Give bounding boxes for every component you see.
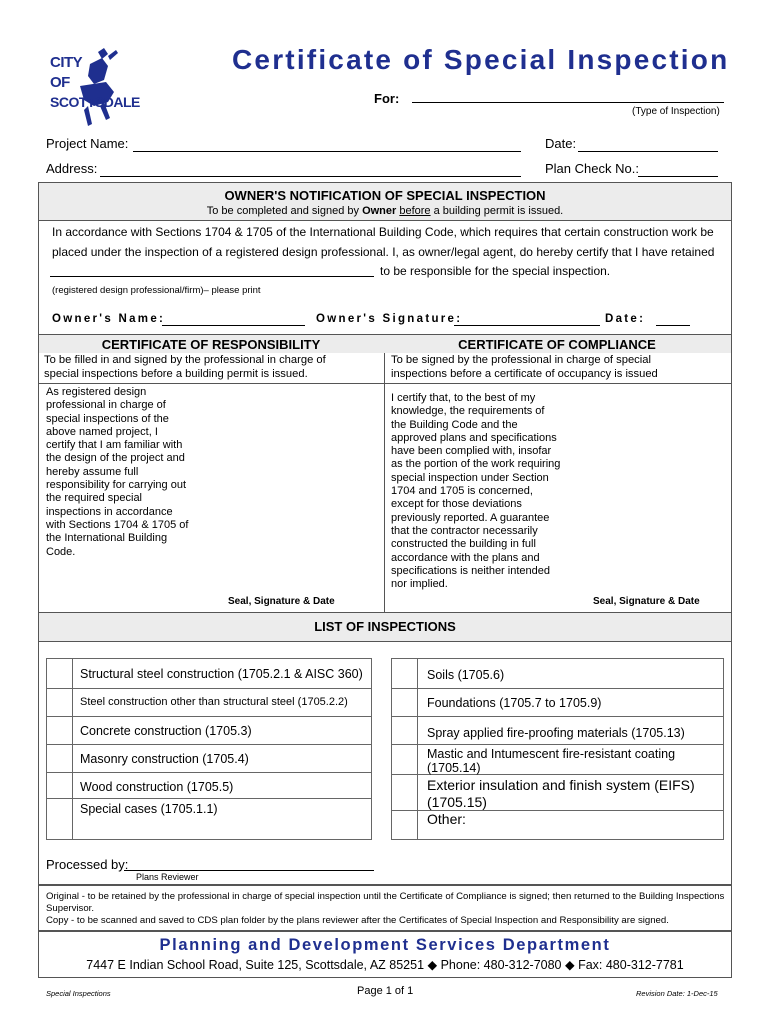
checkbox-soils[interactable]	[392, 659, 417, 688]
checkbox-other[interactable]	[392, 811, 417, 838]
compliance-sub2: inspections before a certificate of occupancy is issued	[391, 368, 658, 380]
checkbox-wood[interactable]	[47, 773, 72, 798]
right-row-divider	[391, 688, 724, 689]
responsibility-sub2: special inspections before a building permit is issued.	[44, 368, 308, 380]
city-logo	[50, 46, 140, 140]
design-professional-note: (registered design professional/firm)– please print	[52, 285, 261, 296]
inspection-item: Spray applied fire-proofing materials (1705.13)	[427, 726, 685, 740]
owners-signature-field[interactable]	[454, 325, 600, 326]
compliance-line: special inspection under Section	[391, 471, 549, 484]
compliance-line: accordance with the plans and	[391, 551, 540, 564]
responsibility-line: inspections in accordance	[46, 505, 173, 518]
certificates-divider	[384, 334, 385, 614]
owner-date-field[interactable]	[656, 325, 690, 326]
compliance-line: except for those deviations	[391, 498, 522, 511]
responsibility-seal-label[interactable]: Seal, Signature & Date	[228, 596, 335, 607]
project-name-label: Project Name:	[46, 136, 129, 151]
checkbox-steel-other[interactable]	[47, 689, 72, 716]
owner-heading: OWNER'S NOTIFICATION OF SPECIAL INSPECTION	[224, 188, 546, 203]
compliance-line: as the portion of the work requiring	[391, 458, 561, 471]
left-row-divider	[46, 744, 372, 745]
compliance-line: approved plans and specifications	[391, 431, 557, 444]
responsibility-line: the International Building	[46, 532, 168, 545]
inspection-item: Foundations (1705.7 to 1705.9)	[427, 696, 602, 710]
owners-signature-label: Owner's Signature:	[316, 313, 463, 325]
checkbox-spray-fireproofing[interactable]	[392, 717, 417, 744]
responsibility-line: with Sections 1704 & 1705 of	[46, 518, 189, 531]
inspection-item-other[interactable]: Other:	[427, 811, 466, 827]
compliance-heading: CERTIFICATE OF COMPLIANCE	[458, 337, 656, 352]
routing-note-original: Original - to be retained by the professional in charge of special inspection until the Certificate of Compliance is signed; then returned to the Building Inspections	[46, 891, 725, 902]
compliance-line: I certify that, to the best of my	[391, 392, 536, 404]
compliance-line: constructed the building in full	[391, 538, 536, 551]
inspection-item: Exterior insulation and finish system (EIFS)	[427, 777, 695, 793]
responsibility-line: certify that I am familiar with	[46, 439, 183, 452]
compliance-line: that the contractor necessarily	[391, 524, 538, 537]
plan-check-field[interactable]	[638, 176, 718, 177]
owner-date-label: Date:	[605, 313, 646, 325]
date-field[interactable]	[578, 151, 718, 152]
address-field[interactable]	[100, 176, 521, 177]
responsibility-line: special inspections of the	[46, 412, 169, 425]
responsibility-line: responsibility for carrying out	[46, 479, 187, 492]
inspection-item: (1705.14)	[427, 761, 481, 775]
right-row-divider	[391, 744, 724, 745]
left-row-divider	[46, 716, 372, 717]
responsibility-line: hereby assume full	[46, 465, 139, 478]
checkbox-structural-steel[interactable]	[47, 659, 72, 688]
inspection-item: Concrete construction (1705.3)	[80, 724, 252, 738]
owner-sub-part-c: a building permit is issued.	[430, 205, 564, 217]
routing-note-original-2: Supervisor.	[46, 903, 94, 914]
type-of-inspection-caption: (Type of Inspection)	[632, 106, 720, 117]
compliance-line: knowledge, the requirements of	[391, 405, 545, 418]
processed-by-label: Processed by:	[46, 857, 129, 872]
inspection-item: (1705.15)	[427, 794, 487, 810]
project-name-field[interactable]	[133, 151, 521, 152]
department-name: Planning and Development Services Department	[159, 936, 611, 954]
left-row-divider	[46, 688, 372, 689]
inspection-item: Special cases (1705.1.1)	[80, 802, 218, 816]
inspection-item: Soils (1705.6)	[427, 668, 505, 682]
owners-name-field[interactable]	[162, 325, 305, 326]
design-professional-field[interactable]	[50, 276, 374, 277]
compliance-sub1: To be signed by the professional in charge of special	[391, 354, 651, 366]
certificates-subheading-divider	[38, 383, 732, 384]
owner-sub-owner: Owner	[362, 205, 397, 217]
page-title: Certificate of Special Inspection	[232, 44, 730, 75]
checkbox-mastic-coating[interactable]	[392, 745, 417, 774]
inspection-item: Masonry construction (1705.4)	[80, 752, 249, 766]
responsibility-body	[46, 386, 188, 559]
address-label: Address:	[46, 161, 98, 176]
routing-note-copy: Copy - to be scanned and saved to CDS plan folder by the plans reviewer after the Certificates of Special Inspection and Responsibility are signed.	[46, 915, 669, 926]
inspection-item: Structural steel construction (1705.2.1 & AISC 360)	[80, 667, 363, 681]
checkbox-special-cases[interactable]	[47, 799, 72, 838]
page-number: Page 1 of 1	[357, 985, 414, 997]
left-row-divider	[46, 798, 372, 799]
logo-line-city: CITY	[50, 54, 83, 71]
inspections-heading: LIST OF INSPECTIONS	[314, 619, 456, 634]
compliance-line: nor implied.	[391, 578, 448, 591]
type-of-inspection-field[interactable]	[412, 102, 724, 103]
footer-left-label: Special Inspections	[46, 989, 111, 998]
responsibility-line: above named project, I	[46, 425, 158, 438]
compliance-line: have been complied with, insofar	[391, 445, 552, 458]
inspection-item: Mastic and Intumescent fire-resistant coating	[427, 747, 676, 761]
compliance-body	[391, 392, 560, 591]
plans-reviewer-caption: Plans Reviewer	[136, 872, 199, 882]
date-label: Date:	[545, 136, 577, 151]
owner-paragraph-3: to be responsible for the special inspection.	[380, 264, 611, 278]
owner-sub-before: before	[399, 205, 431, 217]
right-row-divider	[391, 716, 724, 717]
for-label: For:	[374, 91, 400, 106]
inspection-item: Wood construction (1705.5)	[80, 780, 234, 794]
owner-subheading	[38, 205, 732, 217]
compliance-line: the Building Code and the	[391, 418, 518, 431]
compliance-line: 1704 and 1705 is concerned,	[391, 485, 533, 498]
responsibility-line: Code.	[46, 545, 76, 558]
responsibility-line: the required special	[46, 492, 143, 505]
department-address: 7447 E Indian School Road, Suite 125, Scottsdale, AZ 85251 ◆ Phone: 480-312-7080 ◆ Fax: 480-312-7781	[86, 958, 684, 972]
owner-paragraph-2: placed under the inspection of a registered design professional. I, as owner/legal agent, do hereby certify that I have retained	[52, 245, 715, 259]
revision-date: Revision Date: 1-Dec-15	[636, 989, 718, 998]
responsibility-line: the design of the project and	[46, 452, 185, 465]
logo-line-scottsdale: SCOTTSDALE	[50, 94, 140, 110]
left-checkbox-column	[72, 658, 73, 840]
processed-by-field[interactable]	[124, 870, 374, 871]
left-row-divider	[46, 772, 372, 773]
owner-paragraph-1: In accordance with Sections 1704 & 1705 of the International Building Code, which requires that certain construction work be	[52, 225, 714, 239]
responsibility-heading: CERTIFICATE OF RESPONSIBILITY	[101, 337, 321, 352]
compliance-seal-label[interactable]: Seal, Signature & Date	[593, 596, 700, 607]
inspection-item: Steel construction other than structural steel (1705.2.2)	[80, 696, 348, 708]
responsibility-sub1: To be filled in and signed by the professional in charge of	[44, 354, 326, 366]
checkbox-foundations[interactable]	[392, 689, 417, 716]
responsibility-line: As registered design	[46, 386, 147, 398]
owners-name-label: Owner's Name:	[52, 313, 166, 325]
compliance-line: previously reported. A guarantee	[391, 511, 550, 524]
checkbox-masonry[interactable]	[47, 745, 72, 772]
logo-line-of: OF	[50, 74, 70, 91]
responsibility-line: professional in charge of	[46, 399, 166, 412]
right-checkbox-column	[417, 658, 418, 840]
checkbox-eifs[interactable]	[392, 775, 417, 810]
checkbox-concrete[interactable]	[47, 717, 72, 744]
owner-sub-part-a: To be completed and signed by	[206, 205, 363, 217]
plan-check-label: Plan Check No.:	[545, 161, 639, 176]
compliance-line: specifications is neither intended	[391, 564, 550, 577]
